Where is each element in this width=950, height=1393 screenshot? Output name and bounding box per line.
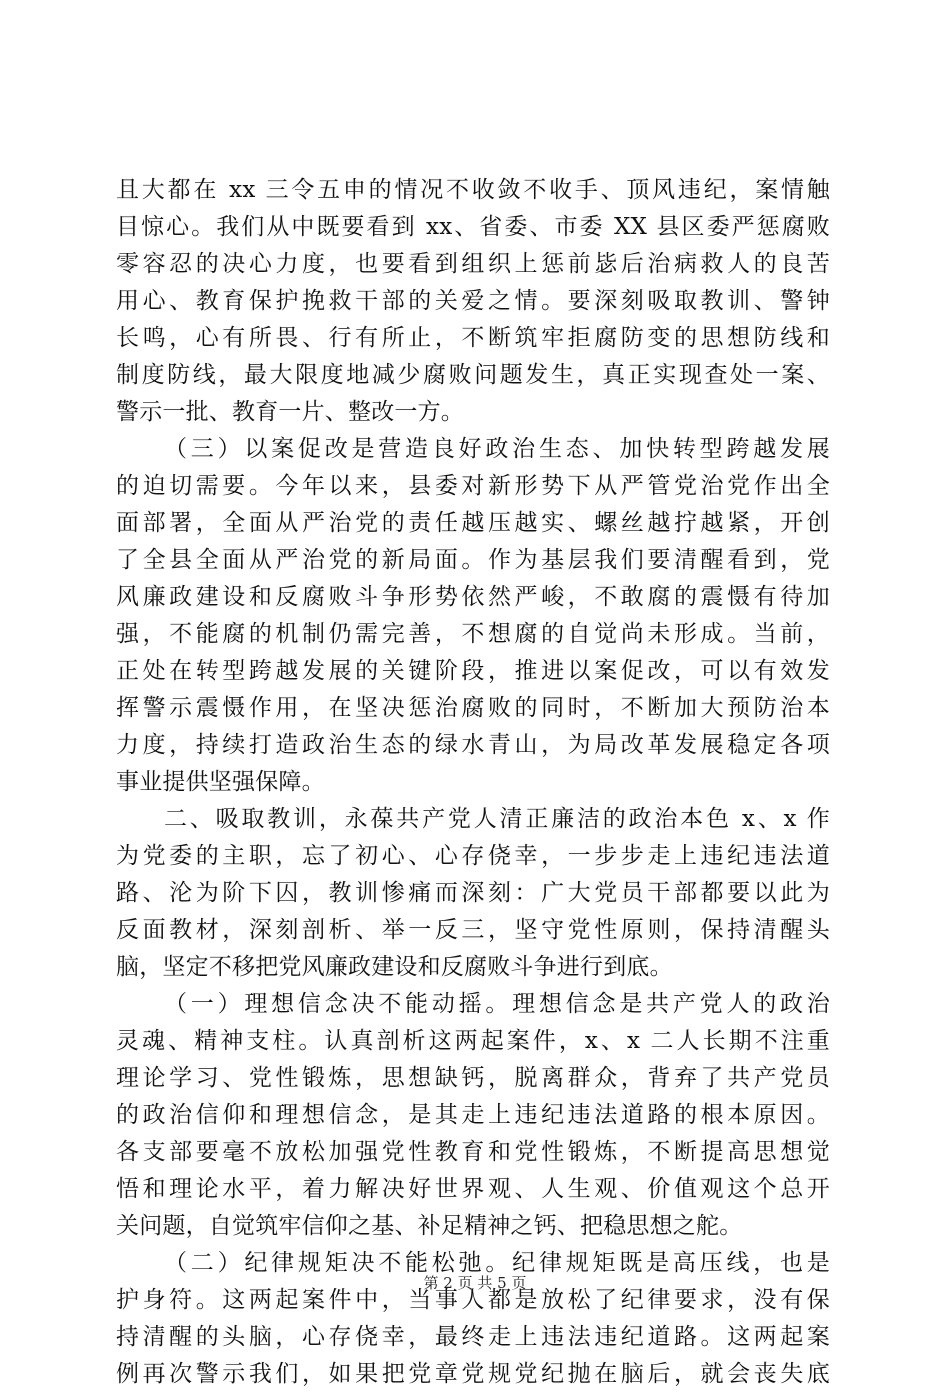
text-line: （二）纪律规矩决不能松弛。纪律规矩既是高压线，也是 — [164, 1250, 830, 1276]
text-line: 风廉政建设和反腐败斗争形势依然严峻，不敢腐的震慑有待加 — [116, 584, 830, 610]
text-line: 持清醒的头脑，心存侥幸，最终走上违法违纪道路。这两起案 — [116, 1324, 830, 1350]
text-line: 为党委的主职，忘了初心、心存侥幸，一步步走上违纪违法道 — [116, 843, 830, 869]
text-line: 警示一批、教育一片、整改一方。 — [116, 399, 464, 425]
text-line: 悟和理论水平，着力解决好世界观、人生观、价值观这个总开 — [116, 1176, 830, 1202]
text-line: 事业提供坚强保障。 — [116, 769, 325, 795]
page-footer: 第 2 页 共 5 页 — [423, 1274, 527, 1292]
text-line: 面部署，全面从严治党的责任越压越实、螺丝越拧越紧，开创 — [116, 510, 830, 536]
text-line: 例再次警示我们，如果把党章党规党纪抛在脑后，就会丧失底 — [116, 1361, 830, 1387]
document-body — [116, 172, 830, 1393]
text-line: （三）以案促改是营造良好政治生态、加快转型跨越发展 — [164, 436, 830, 462]
text-line: 脑，坚定不移把党风廉政建设和反腐败斗争进行到底。 — [116, 954, 673, 980]
text-line: 强，不能腐的机制仍需完善，不想腐的自觉尚未形成。当前， — [116, 621, 830, 647]
text-line: 正处在转型跨越发展的关键阶段，推进以案促改，可以有效发 — [116, 658, 830, 684]
text-line: 各支部要毫不放松加强党性教育和党性锻炼，不断提高思想觉 — [116, 1139, 830, 1165]
text-line: 理论学习、党性锻炼，思想缺钙，脱离群众，背弃了共产党员 — [116, 1065, 830, 1091]
text-line: 且大都在 xx 三令五申的情况不收敛不收手、顶风违纪，案情触 — [116, 177, 830, 203]
text-line: 路、沦为阶下囚，教训惨痛而深刻：广大党员干部都要以此为 — [116, 880, 830, 906]
text-line: 关问题，自觉筑牢信仰之基、补足精神之钙、把稳思想之舵。 — [116, 1213, 743, 1239]
text-line: （一）理想信念决不能动摇。理想信念是共产党人的政治 — [164, 991, 830, 1017]
text-line: 二、吸取教训，永葆共产党人清正廉洁的政治本色 x、x 作 — [164, 806, 830, 832]
text-line: 挥警示震慑作用，在坚决惩治腐败的同时，不断加大预防治本 — [116, 695, 830, 721]
text-line: 目惊心。我们从中既要看到 xx、省委、市委 XX 县区委严惩腐败 — [116, 214, 830, 240]
text-line: 护身符。这两起案件中，当事人都是放松了纪律要求，没有保 — [116, 1287, 830, 1313]
text-line: 制度防线，最大限度地减少腐败问题发生，真正实现查处一案、 — [116, 362, 830, 388]
text-line: 了全县全面从严治党的新局面。作为基层我们要清醒看到，党 — [116, 547, 830, 573]
text-line: 灵魂、精神支柱。认真剖析这两起案件，x、x 二人长期不注重 — [116, 1028, 830, 1054]
text-line: 长鸣，心有所畏、行有所止，不断筑牢拒腐防变的思想防线和 — [116, 325, 830, 351]
text-line: 零容忍的决心力度，也要看到组织上惩前毖后治病救人的良苦 — [116, 251, 830, 277]
text-line: 的政治信仰和理想信念，是其走上违纪违法道路的根本原因。 — [116, 1102, 830, 1128]
text-line: 的迫切需要。今年以来，县委对新形势下从严管党治党作出全 — [116, 473, 830, 499]
text-line: 力度，持续打造政治生态的绿水青山，为局改革发展稳定各项 — [116, 732, 830, 758]
text-line: 用心、教育保护挽救干部的关爱之情。要深刻吸取教训、警钟 — [116, 288, 830, 314]
text-line: 反面教材，深刻剖析、举一反三，坚守党性原则，保持清醒头 — [116, 917, 830, 943]
